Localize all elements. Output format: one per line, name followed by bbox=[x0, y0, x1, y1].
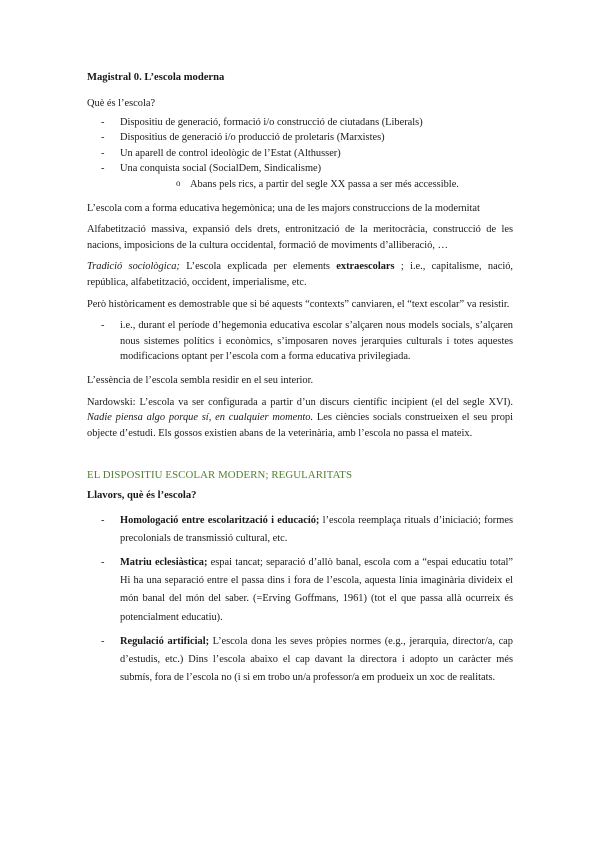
sub-list-item: o Abans pels rics, a partir del segle XX passa a ser més accessible. bbox=[120, 177, 513, 193]
paragraph-essencia: L’essència de l’escola sembla residir en el seu interior. bbox=[87, 375, 314, 387]
list-item: - Dispositiu de generació, formació i/o construcció de ciutadans (Liberals) bbox=[87, 115, 513, 131]
sub-heading: Llavors, què és l’escola? bbox=[87, 489, 197, 501]
regularity-term: Homologació entre escolarització i educació; bbox=[120, 514, 320, 526]
regularity-term: Regulació artificial; bbox=[120, 635, 210, 647]
list-item-text: Una conquista social (SocialDem, Sindicalisme) bbox=[120, 163, 322, 175]
paragraph-form: L’escola com a forma educativa hegemònica; una de les majors construccions de la modernitat bbox=[87, 202, 480, 214]
lecture-title: Magistral 0. L’escola moderna bbox=[87, 72, 225, 83]
nardowski-lead: Nardowski: L’escola va ser configurada a partir d’un discurs científic incipient (el del segle XVI). bbox=[87, 396, 513, 408]
tradicio-text-1: L’escola explicada per elements bbox=[179, 261, 337, 273]
paragraph-alfabetitzacio: Alfabetització massiva, expansió dels drets, entronització de la meritocràcia, construcció de les nacions, imposicions de la cultura occidental, formació de moviments d’alliberació, … bbox=[87, 224, 513, 251]
list-item: - Un aparell de control ideològic de l’Estat (Althusser) bbox=[87, 146, 513, 162]
list-item bbox=[87, 633, 513, 688]
ie-list bbox=[87, 318, 513, 365]
question-text: Què és l’escola? bbox=[87, 97, 156, 109]
list-item: - Dispositius de generació i/o producció de proletaris (Marxistes) bbox=[87, 130, 513, 146]
list-item bbox=[87, 161, 513, 192]
regularity-text: L’escola dona les seves pròpies normes (e.g., jerarquia, director/a, cap d’estudis, etc.) Dins l’escola abaixo el cap davant la directora i adopto un caràcter més submís, fora de l’escola no (i si em trobo un/a professor/a em produeix un xoc de realitats. bbox=[120, 635, 513, 684]
section-heading: EL DISPOSITIU ESCOLAR MODERN; REGULARITATS bbox=[87, 469, 353, 482]
list-item bbox=[87, 512, 513, 548]
tradicio-label: Tradició sociològica; bbox=[87, 261, 180, 273]
definitions-list bbox=[87, 115, 513, 193]
paragraph-tradicio bbox=[87, 259, 513, 290]
sub-list bbox=[120, 177, 513, 193]
paragraph-pero: Però històricament es demostrable que si bé aquests “contexts” canviaren, el “text escolar” va resistir. bbox=[87, 298, 510, 310]
list-item bbox=[87, 554, 513, 627]
tradicio-bold: extraescolars bbox=[336, 261, 395, 273]
regularity-text: espai tancat; separació d’allò banal, escola com a “espai educatiu total” Hi ha una separació entre el passa dins i fora de l’escola, aquesta línia imaginària divideix el món banal del món del saber. (=Erving Goffmans, 1961) (tot el que passa allà ocurreix és potencialment educatiu). bbox=[120, 556, 513, 623]
nardowski-quote: Nadie piensa algo porque sí, en cualquier momento. bbox=[87, 412, 314, 424]
tradicio-text-2: ; i.e., capitalisme, nació, república, alfabetització, occident, imperialisme, etc. bbox=[87, 261, 513, 288]
regularity-term: Matriu eclesiàstica; bbox=[120, 556, 208, 568]
regularities-list bbox=[87, 512, 513, 688]
paragraph-nardowski bbox=[87, 395, 513, 442]
nardowski-tail: Les ciències socials construeixen el seu propi objecte d’estudi. Els gossos existien abans de la veterinària, amb l’escola no passa el mateix. bbox=[87, 412, 513, 439]
regularity-text: l’escola reemplaça rituals d’iniciació; formes precolonials de transmissió cultural, etc. bbox=[120, 514, 513, 544]
list-item: - i.e., durant el període d’hegemonia educativa escolar s’alçaren nous models socials, s’alçaren nous sistemes polítics i econòmics, s’imposaren noves jerarquies culturals i totes aquestes modificacions optant per l’escola com a forma educativa privilegiada. bbox=[87, 318, 513, 365]
